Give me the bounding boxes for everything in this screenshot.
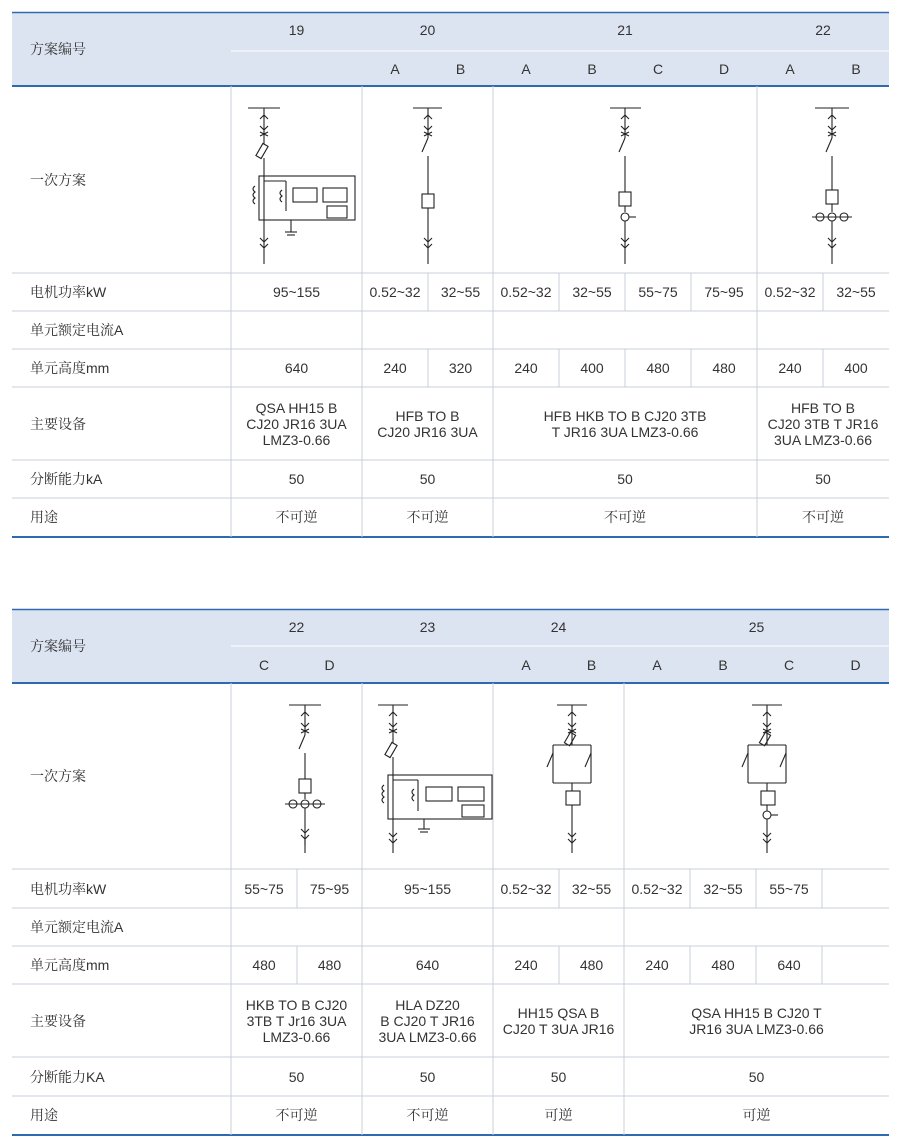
usage-value: 不可逆 <box>275 1107 318 1123</box>
label-primary-scheme: 一次方案 <box>30 768 86 784</box>
power-value: 0.52~32 <box>369 284 421 300</box>
height-value: 240 <box>514 360 538 376</box>
power-value: 55~75 <box>769 880 809 897</box>
sub-letter: B <box>851 60 861 77</box>
height-value: 640 <box>284 360 309 376</box>
group-number: 22 <box>815 22 831 38</box>
breaking-value: 50 <box>550 1068 567 1085</box>
sub-letter: B <box>455 60 466 77</box>
label-main-equipment: 主要设备 <box>30 1012 86 1029</box>
height-value: 400 <box>844 360 868 376</box>
height-value: 480 <box>711 957 735 973</box>
group-number: 22 <box>288 619 305 635</box>
scheme-19-diagram <box>231 86 362 273</box>
sub-letter: A <box>521 656 531 673</box>
sub-letter: A <box>390 60 400 77</box>
power-value: 32~55 <box>440 284 481 300</box>
breaking-value: 50 <box>815 471 831 487</box>
sub-letter: C <box>783 656 795 673</box>
height-value: 640 <box>415 957 440 973</box>
usage-value: 可逆 <box>544 1107 573 1123</box>
height-value: 240 <box>514 957 538 973</box>
power-value: 32~55 <box>703 880 743 897</box>
height-value: 240 <box>778 360 802 376</box>
usage-value: 不可逆 <box>406 1107 449 1123</box>
scheme-21-diagram <box>493 86 757 273</box>
power-value: 95~155 <box>272 284 321 300</box>
label-breaking-capacity: 分断能力KA <box>30 1068 105 1085</box>
usage-value: 不可逆 <box>802 509 844 525</box>
equipment-value: HKB TO B CJ20 3TB T Jr16 3UA LMZ3-0.66 <box>245 996 348 1045</box>
height-value: 480 <box>712 360 736 376</box>
power-value: 55~75 <box>244 880 284 897</box>
label-breaking-capacity: 分断能力kA <box>30 471 103 487</box>
label-unit-height: 单元高度mm <box>30 957 110 973</box>
scheme-22-diagram <box>757 86 889 273</box>
power-value: 75~95 <box>704 284 744 300</box>
sub-letter: B <box>587 60 597 77</box>
power-value: 32~55 <box>571 880 612 897</box>
power-value: 75~95 <box>309 880 350 897</box>
equipment-value: HH15 QSA B CJ20 T 3UA JR16 <box>502 1004 615 1037</box>
scheme-23-diagram <box>362 683 493 869</box>
height-value: 480 <box>579 957 604 973</box>
height-value: 640 <box>777 957 801 973</box>
height-value: 240 <box>645 957 669 973</box>
sub-letter: B <box>586 656 597 673</box>
equipment-value: QSA HH15 B CJ20 JR16 3UA LMZ3-0.66 <box>246 399 347 448</box>
sub-letter: A <box>785 60 795 77</box>
usage-value: 不可逆 <box>604 509 646 525</box>
label-scheme-no: 方案编号 <box>30 638 86 654</box>
height-value: 480 <box>317 957 342 973</box>
usage-value: 不可逆 <box>275 509 318 525</box>
label-main-equipment: 主要设备 <box>30 415 86 432</box>
power-value: 0.52~32 <box>500 880 552 897</box>
scheme-24-diagram <box>493 683 624 869</box>
scheme-table-2 <box>12 609 889 1136</box>
usage-value: 不可逆 <box>406 509 449 525</box>
breaking-value: 50 <box>288 471 305 487</box>
power-value: 95~155 <box>403 880 452 897</box>
scheme-table-1 <box>12 12 889 538</box>
label-usage: 用途 <box>30 509 58 525</box>
sub-letter: A <box>521 60 531 77</box>
equipment-value: HFB TO B CJ20 3TB T JR16 3UA LMZ3-0.66 <box>767 399 879 448</box>
label-motor-power: 电机功率kW <box>30 880 107 897</box>
label-rated-current: 单元额定电流A <box>30 322 124 338</box>
breaking-value: 50 <box>617 471 633 487</box>
sub-letter: B <box>718 656 728 673</box>
sub-letter: C <box>652 60 664 77</box>
label-motor-power: 电机功率kW <box>30 284 107 300</box>
breaking-value: 50 <box>288 1068 305 1085</box>
equipment-value: HLA DZ20 B CJ20 T JR16 3UA LMZ3-0.66 <box>378 996 477 1045</box>
height-value: 480 <box>252 957 276 973</box>
group-number: 21 <box>617 22 633 38</box>
usage-value: 可逆 <box>742 1107 771 1123</box>
power-value: 32~55 <box>836 284 876 300</box>
breaking-value: 50 <box>419 471 436 487</box>
power-value: 0.52~32 <box>500 284 552 300</box>
height-value: 400 <box>580 360 604 376</box>
power-value: 0.52~32 <box>764 284 816 300</box>
scheme-22cd-diagram <box>231 683 362 869</box>
power-value: 0.52~32 <box>631 880 683 897</box>
height-value: 480 <box>646 360 670 376</box>
equipment-value: HFB TO B CJ20 JR16 3UA <box>377 407 478 440</box>
sub-letter: D <box>850 656 861 673</box>
label-usage: 用途 <box>30 1107 58 1123</box>
sub-letter: C <box>258 656 270 673</box>
group-number: 20 <box>419 22 436 38</box>
breaking-value: 50 <box>748 1068 765 1085</box>
label-rated-current: 单元额定电流A <box>30 919 124 935</box>
breaking-value: 50 <box>419 1068 436 1085</box>
sub-letter: D <box>324 656 335 673</box>
power-value: 55~75 <box>638 284 678 300</box>
label-primary-scheme: 一次方案 <box>30 171 86 188</box>
label-scheme-no: 方案编号 <box>30 41 86 57</box>
sub-letter: D <box>718 60 730 77</box>
sub-letter: A <box>652 656 662 673</box>
equipment-value: HFB HKB TO B CJ20 3TB T JR16 3UA LMZ3-0.66 <box>543 407 707 440</box>
power-value: 32~55 <box>572 284 612 300</box>
scheme-20-diagram <box>362 86 493 273</box>
equipment-value: QSA HH15 B CJ20 T JR16 3UA LMZ3-0.66 <box>689 1004 824 1037</box>
group-number: 24 <box>550 619 567 635</box>
height-value: 240 <box>383 360 407 376</box>
group-number: 23 <box>419 619 436 635</box>
group-number: 25 <box>748 619 765 635</box>
scheme-25-diagram <box>624 683 889 869</box>
group-number: 19 <box>288 22 305 38</box>
label-unit-height: 单元高度mm <box>30 360 110 376</box>
height-value: 320 <box>448 360 473 376</box>
